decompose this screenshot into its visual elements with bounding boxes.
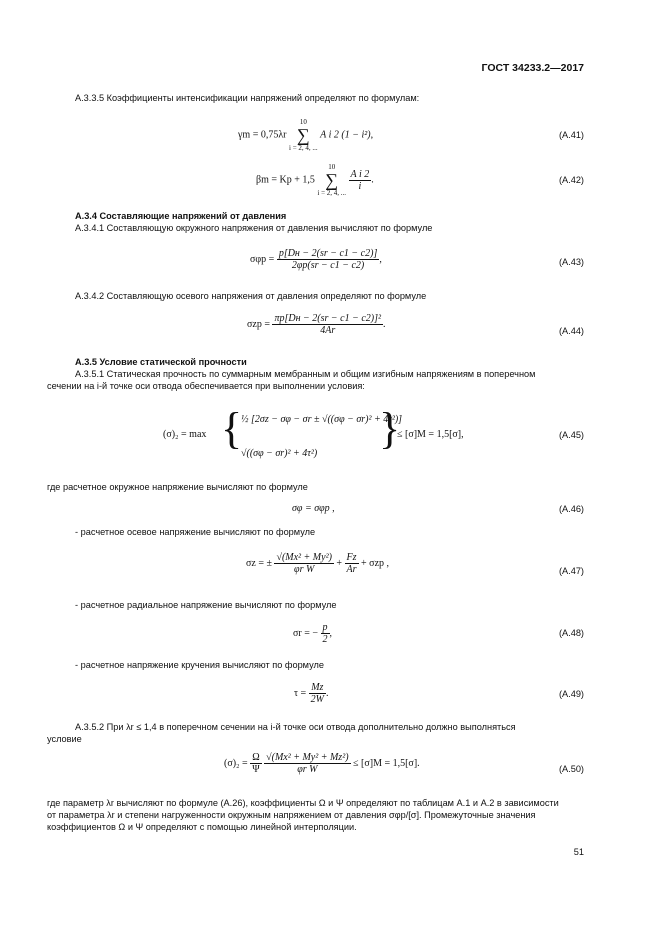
eq47-top1: √(Mx² + My²)	[276, 552, 332, 563]
eq48-frac	[321, 622, 330, 645]
eq41-lhs: γm = 0,75λr	[238, 129, 287, 141]
eq50-rhs: ≤ [σ]M = 1,5[σ].	[353, 757, 420, 769]
eq45-row2: √((σφ − σr)² + 4τ²)	[241, 448, 318, 459]
para-a351-line2: сечении на i-й точке оси отвода обеспечивается при выполнении условия:	[47, 381, 365, 391]
para-a341: А.3.4.1 Составляющую окружного напряжения от давления вычисляют по формуле	[75, 223, 433, 233]
eq42-sum-bot: i = 2, 4, ...	[317, 189, 347, 197]
eq41-sum-bot: i = 2, 4, ...	[289, 144, 318, 152]
eq50-f2-bot: φr W	[297, 764, 318, 775]
eq48-tail: ,	[329, 627, 332, 639]
eq44-bot: 4Ar	[320, 325, 336, 336]
eq41-term: A i 2 (1 − i²)	[320, 129, 371, 141]
eq41-sum-top: 10	[299, 118, 307, 126]
eq43-frac	[277, 248, 380, 271]
eq45-brace-right: }	[379, 404, 401, 453]
formula-a44	[247, 313, 386, 336]
eq47-lhs: σz = ±	[246, 557, 272, 569]
eq42-frac-bot: i	[358, 180, 362, 192]
para-a342: А.3.4.2 Составляющую осевого напряжения от давления определяют по формуле	[75, 291, 427, 301]
eq48-number: (А.48)	[558, 628, 584, 638]
formula-a47	[246, 552, 389, 575]
eq49-top: Mz	[309, 682, 326, 694]
eq43-lhs: σφp =	[250, 253, 275, 265]
eq45-lhs: (σ)₂ = max	[163, 429, 207, 440]
eq45-brace-left: {	[221, 404, 243, 453]
eq50-f1-bot: Ψ	[252, 764, 260, 775]
para-a352-line2: условие	[47, 734, 82, 744]
heading-a34: А.3.4 Составляющие напряжений от давления	[75, 211, 287, 221]
para-a351-line1: А.3.5.1 Статическая прочность по суммарным мембранным и общим изгибным напряжениям в поперечном	[75, 369, 536, 379]
para-final-line3: коэффициентов Ω и Ψ определяют с помощью линейной интерполяции.	[47, 822, 357, 832]
eq48-bot: 2	[322, 634, 328, 645]
eq49-bot: 2W	[310, 694, 325, 705]
eq47-top2: Fz	[346, 552, 357, 563]
eq48-lhs: σr = −	[293, 627, 318, 639]
para-final-line2: от параметра λr и степени нагруженности окружным напряжением от давления σφp/[σ]. Промежуточные значения	[47, 810, 536, 820]
eq49-frac	[309, 682, 326, 705]
eq41-sum: 10 ∑ i = 2, 4, ...	[289, 118, 318, 152]
eq47-plus: +	[336, 557, 343, 569]
eq50-frac2	[264, 752, 350, 775]
eq47-bot1: φr W	[294, 564, 315, 575]
eq42-tail: .	[371, 174, 374, 186]
eq42-lhs: βm = Kp + 1,5	[256, 174, 315, 186]
eq43-bot: 2φp(sr − c1 − c2)	[291, 260, 365, 271]
eq42-frac	[349, 169, 372, 192]
eq45-rhs: ≤ [σ]M = 1,5[σ],	[397, 429, 464, 440]
para-a352-line1: А.3.5.2 При λr ≤ 1,4 в поперечном сечении на i-й точке оси отвода дополнительно должно выполняться	[75, 722, 516, 732]
eq47-number: (А.47)	[558, 566, 584, 576]
eq41-tail: ,	[370, 129, 374, 141]
eq45-row1: ½ [2σz − σφ − σr ± √((σφ − σr)² + 4τ²)]	[241, 414, 403, 425]
eq44-lhs: σzp =	[247, 318, 270, 330]
formula-a50	[224, 752, 420, 775]
eq44-frac	[272, 313, 383, 336]
formula-a46: σφ = σφp ,	[292, 503, 335, 514]
eq46-number: (А.46)	[558, 504, 584, 514]
eq41-number: (А.41)	[558, 130, 584, 140]
eq44-tail: .	[383, 318, 386, 330]
para-radial: - расчетное радиальное напряжение вычисляют по формуле	[75, 600, 337, 610]
formula-a49	[294, 682, 329, 705]
eq50-f2-top: √(Mx² + My² + Mz²)	[266, 752, 349, 763]
heading-a35: А.3.5 Условие статической прочности	[75, 357, 247, 367]
eq42-number: (А.42)	[558, 175, 584, 185]
formula-a43	[250, 248, 382, 271]
eq45-number: (А.45)	[558, 430, 584, 440]
eq43-tail: ,	[379, 253, 382, 265]
eq43-top: p[Dн − 2(sr − c1 − c2)]	[278, 248, 378, 259]
eq49-lhs: τ =	[294, 687, 307, 699]
eq42-frac-top: A i 2	[350, 168, 370, 180]
eq43-number: (А.43)	[558, 257, 584, 267]
eq47-tail: + σzp ,	[361, 557, 390, 569]
eq47-bot2: Ar	[346, 564, 357, 575]
para-circumferential: где расчетное окружное напряжение вычисляют по формуле	[47, 482, 308, 492]
eq50-lhs: (σ)₂ =	[224, 757, 248, 769]
eq50-frac1	[250, 752, 261, 775]
eq49-tail: .	[326, 687, 329, 699]
eq49-number: (А.49)	[558, 689, 584, 699]
formula-a48	[293, 622, 332, 645]
para-final-line1: где параметр λr вычисляют по формуле (А.26), коэффициенты Ω и Ψ определяют по таблицам А.1 и А.2 в зависимости	[47, 798, 559, 808]
eq44-number: (А.44)	[558, 326, 584, 336]
para-a335: А.3.3.5 Коэффициенты интенсификации напряжений определяют по формулам:	[75, 93, 420, 103]
page-number: 51	[573, 847, 584, 857]
eq47-frac1	[274, 552, 333, 575]
eq42-sum-top: 10	[328, 163, 336, 171]
formula-a41	[238, 118, 373, 152]
eq48-top: p	[322, 622, 328, 633]
eq50-number: (А.50)	[558, 764, 584, 774]
standard-header: ГОСТ 34233.2—2017	[481, 62, 584, 74]
eq47-frac2	[345, 552, 359, 575]
para-torsion: - расчетное напряжение кручения вычисляют по формуле	[75, 660, 324, 670]
para-axial: - расчетное осевое напряжение вычисляют по формуле	[75, 527, 316, 537]
eq50-f1-top: Ω	[252, 752, 260, 763]
eq42-sum: 10 ∑ i = 2, 4, ...	[317, 163, 347, 197]
eq44-top: πp[Dн − 2(sr − c1 − c2)]²	[274, 313, 382, 324]
formula-a42	[256, 163, 374, 197]
